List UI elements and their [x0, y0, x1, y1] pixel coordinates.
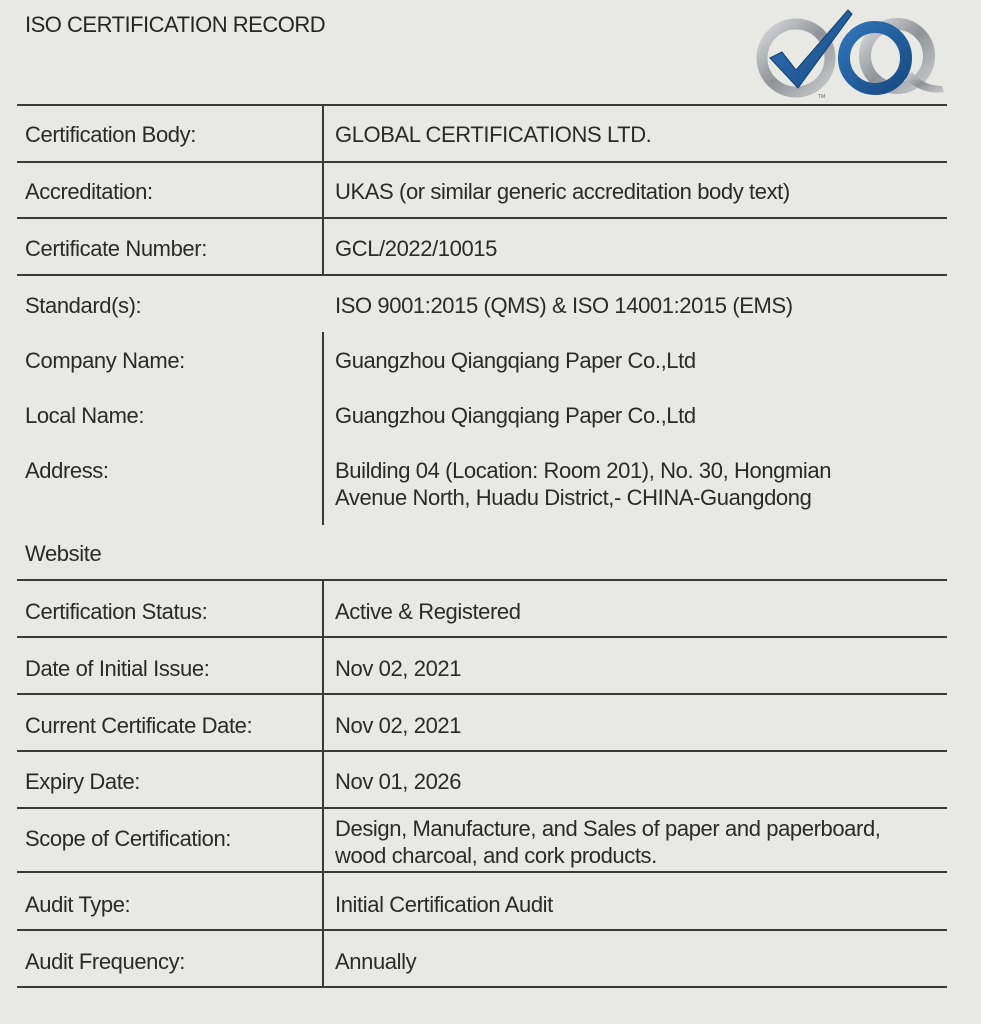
certificate-number-label: Certificate Number:: [25, 236, 207, 261]
expiry-date-label: Expiry Date:: [25, 769, 141, 794]
standards-label: Standard(s):: [25, 293, 142, 318]
table-rule: [17, 750, 947, 752]
table-rule: [17, 871, 947, 873]
checkmark-q-logo-icon: [752, 6, 948, 100]
table-rule: [17, 579, 947, 581]
table-rule: [17, 104, 947, 106]
accreditation-value: UKAS (or similar generic accreditation body text): [335, 179, 790, 204]
certification-body-label: Certification Body:: [25, 122, 196, 147]
company-name-label: Company Name:: [25, 348, 185, 373]
initial-issue-label: Date of Initial Issue:: [25, 656, 210, 681]
website-label: Website: [25, 541, 102, 566]
column-divider: [322, 332, 324, 525]
document-title: ISO CERTIFICATION RECORD: [25, 12, 326, 37]
table-rule: [17, 693, 947, 695]
address-label: Address:: [25, 458, 109, 483]
expiry-date-value: Nov 01, 2026: [335, 769, 462, 794]
table-rule: [17, 274, 947, 276]
standards-value: ISO 9001:2015 (QMS) & ISO 14001:2015 (EMS): [335, 293, 793, 318]
table-rule: [17, 807, 947, 809]
audit-type-label: Audit Type:: [25, 892, 131, 917]
certification-body-value: GLOBAL CERTIFICATIONS LTD.: [335, 122, 652, 147]
table-rule: [17, 161, 947, 163]
initial-issue-value: Nov 02, 2021: [335, 656, 462, 681]
scope-value-line-1: Design, Manufacture, and Sales of paper and paperboard,: [335, 816, 881, 841]
local-name-value: Guangzhou Qiangqiang Paper Co.,Ltd: [335, 403, 696, 428]
audit-frequency-label: Audit Frequency:: [25, 949, 185, 974]
table-rule: [17, 929, 947, 931]
audit-frequency-value: Annually: [335, 949, 417, 974]
table-rule: [17, 217, 947, 219]
address-line-2: Avenue North, Huadu District,- CHINA-Guangdong: [335, 485, 812, 510]
scope-value-line-2: wood charcoal, and cork products.: [335, 843, 657, 868]
table-rule: [17, 636, 947, 638]
column-divider: [322, 105, 324, 275]
company-name-value: Guangzhou Qiangqiang Paper Co.,Ltd: [335, 348, 696, 373]
certification-status-value: Active & Registered: [335, 599, 521, 624]
certification-status-label: Certification Status:: [25, 599, 208, 624]
address-line-1: Building 04 (Location: Room 201), No. 30, Hongmian: [335, 458, 832, 483]
trademark-mark: TM: [818, 94, 826, 100]
audit-type-value: Initial Certification Audit: [335, 892, 553, 917]
current-certificate-date-label: Current Certificate Date:: [25, 713, 253, 738]
scope-label: Scope of Certification:: [25, 826, 232, 851]
local-name-label: Local Name:: [25, 403, 145, 428]
accreditation-label: Accreditation:: [25, 179, 153, 204]
current-certificate-date-value: Nov 02, 2021: [335, 713, 462, 738]
table-rule: [17, 986, 947, 988]
certificate-number-value: GCL/2022/10015: [335, 236, 497, 261]
column-divider: [322, 580, 324, 987]
